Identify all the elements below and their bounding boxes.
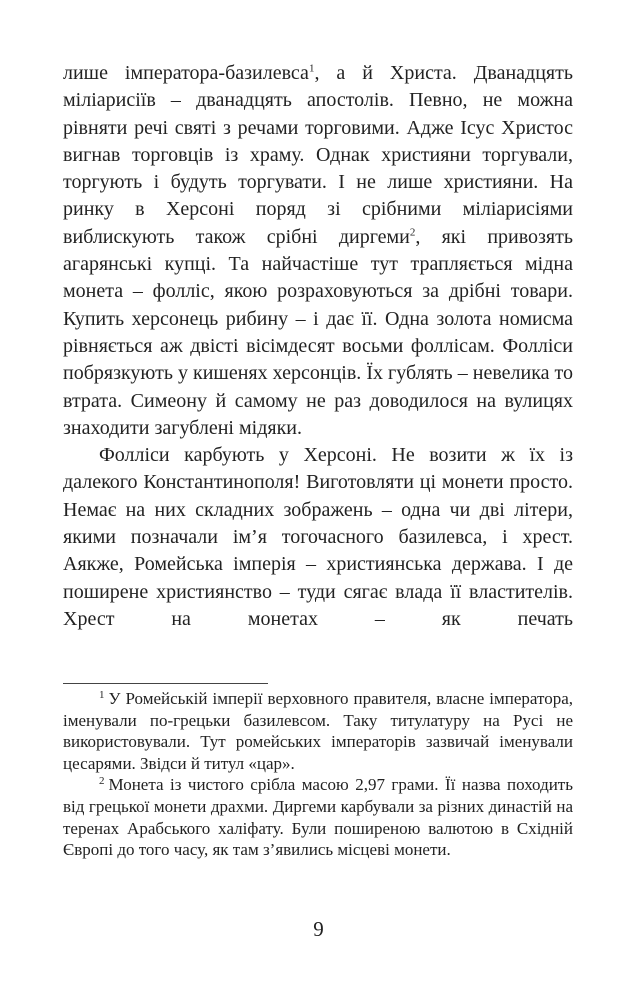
footnotes bbox=[63, 688, 573, 861]
footnote-separator bbox=[63, 683, 268, 684]
page-number: 9 bbox=[313, 917, 324, 941]
footnote-2 bbox=[63, 774, 573, 860]
footnote-2-mark: 2 bbox=[99, 775, 105, 788]
footnote-1-mark: 1 bbox=[99, 688, 105, 701]
footnote-ref-2: 2 bbox=[409, 226, 416, 239]
paragraph-1-part-c: , які привозять агарянські купці. Та найчастіше тут трапляється мідна монета – фолліс, якою розраховуються за дрібні товари. Купить херсонець рибину – і дає її. Одна золота номисма рівняється аж двісті вісімдесят восьми фоллісам. Фолліси побрязкують у кишенях херсонців. Їх гублять – невелика то втрата. Симеону й самому не раз доводилося на вулицях знаходити загублені мідяки. bbox=[63, 225, 573, 439]
paragraph-1 bbox=[63, 60, 573, 442]
paragraph-1-part-a: лише імператора-базилевса bbox=[63, 62, 309, 84]
footnote-1 bbox=[63, 688, 573, 774]
paragraph-1-part-b: , а й Христа. Дванадцять міліарисіїв – дванадцять апостолів. Певно, не можна рівняти речі святі з речами торговими. Адже Ісус Христос вигнав торговців із храму. Однак християни торгували, торгують і будуть торгувати. І не лише християни. На ринку в Херсоні поряд зі срібними міліарисіями виблискують також срібні диргеми bbox=[63, 62, 573, 248]
main-text bbox=[63, 60, 573, 633]
footnote-1-text: У Ромейській імперії верховного правителя, власне імператора, іменували по-грецьки базилевсом. Таку титулатуру на Русі не використовували. Тут ромейських імператорів зазвичай іменували цесарями. Звідси й титул «цар». bbox=[63, 689, 573, 773]
footnote-2-text: Монета із чистого срібла масою 2,97 грами. Її назва походить від грецької монети драхми. Диргеми карбували за різних династій на теренах Арабського халіфату. Були поширеною валютою в Східній Європі до того часу, як там з’явились місцеві монети. bbox=[63, 775, 573, 860]
footnote-ref-1: 1 bbox=[308, 62, 315, 75]
paragraph-2: Фолліси карбують у Херсоні. Не возити ж їх із далекого Константинополя! Виготовляти ці монети просто. Немає на них складних зображень – одна чи дві літери, якими позначали ім’я тогочасного базилевса, і хрест. Аякже, Ромейська імперія – християнська держава. І де поширене християнство – туди сягає влада її властителів. Хрест на монетах – як печать bbox=[63, 444, 573, 630]
